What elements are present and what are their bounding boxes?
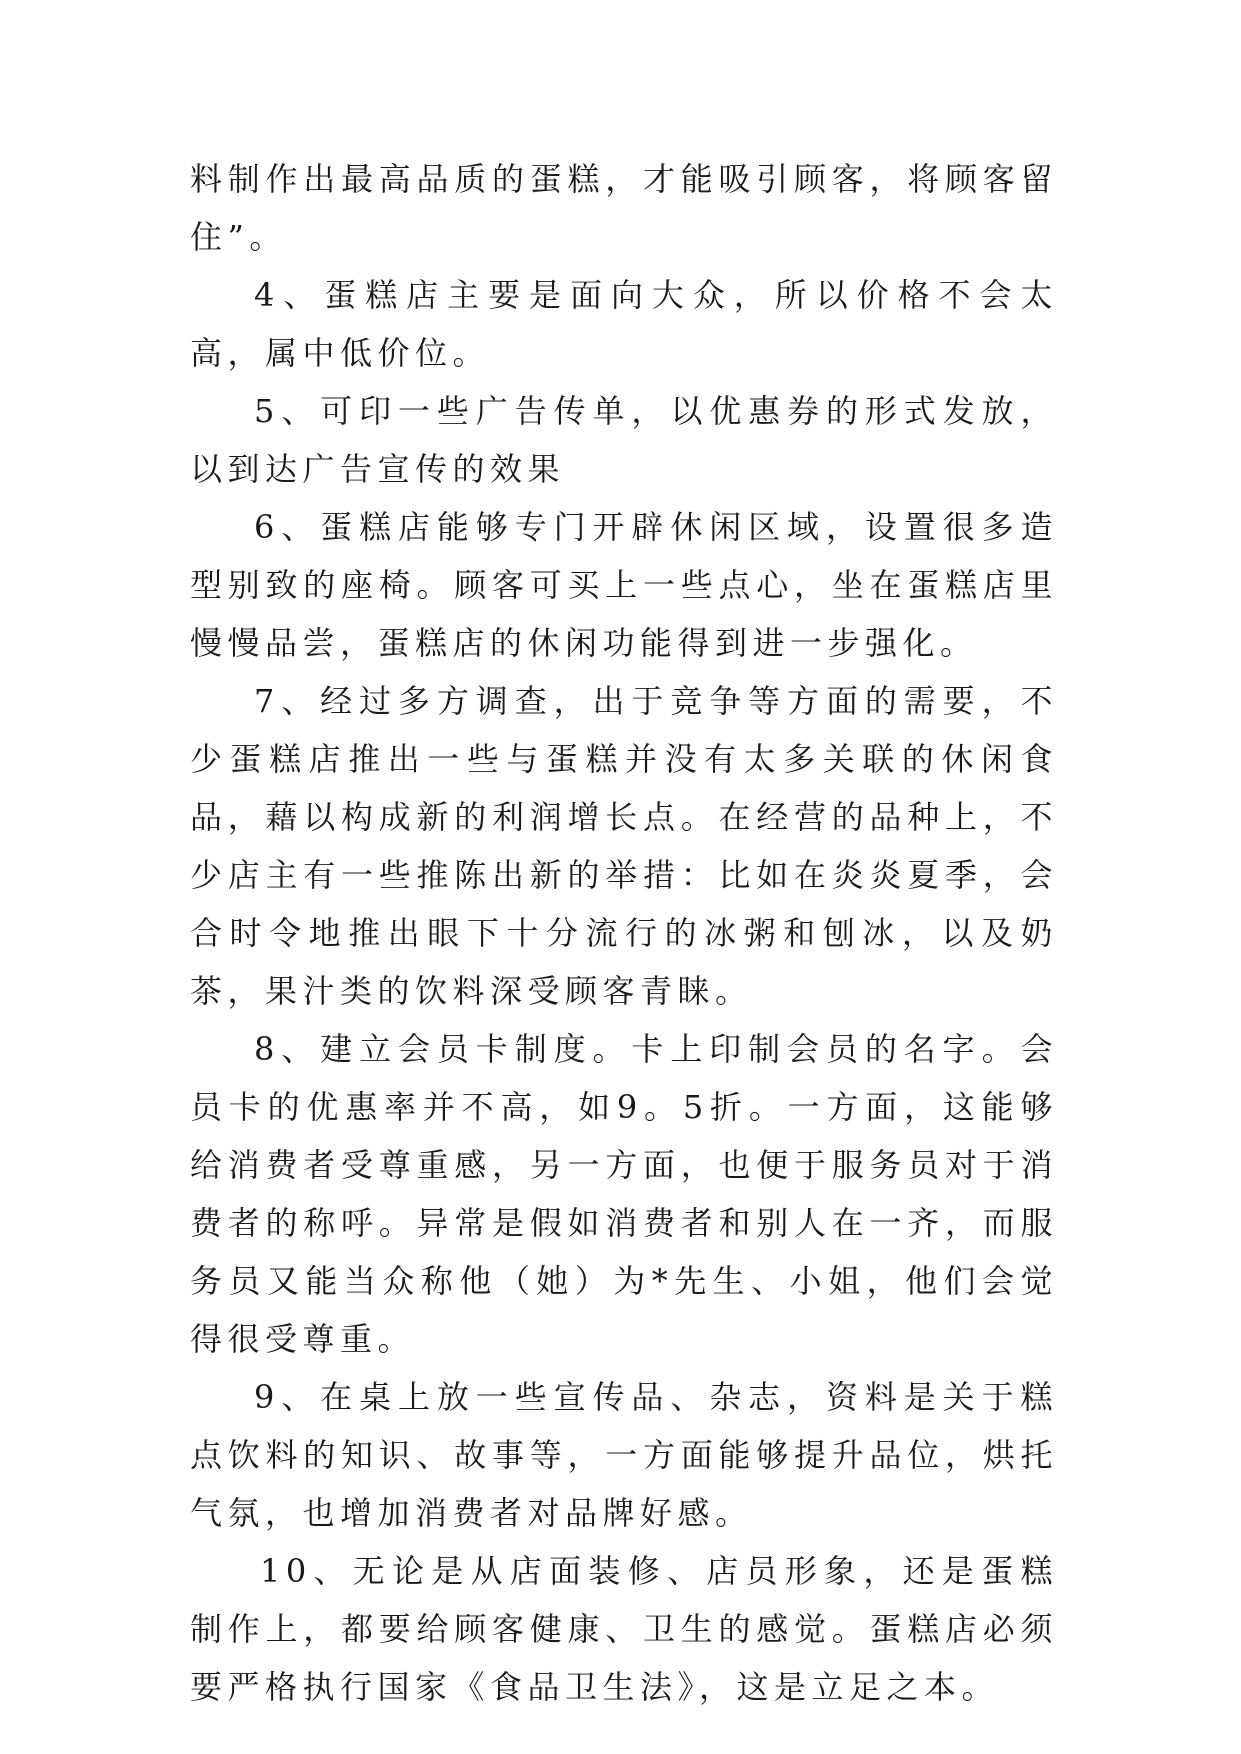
paragraph-item-4: 4、蛋糕店主要是面向大众，所以价格不会太高，属中低价位。 [190, 276, 1058, 372]
paragraph-item-10: 10、无论是从店面装修、店员形象，还是蛋糕制作上，都要给顾客健康、卫生的感觉。蛋糕店必须要严格执行国家《食品卫生法》，这是立足之本。 [190, 1552, 1058, 1706]
paragraph-item-6: 6、蛋糕店能够专门开辟休闲区域，设置很多造型别致的座椅。顾客可买上一些点心，坐在蛋糕店里慢慢品尝，蛋糕店的休闲功能得到进一步强化。 [190, 508, 1058, 662]
paragraph-item-7: 7、经过多方调查，出于竞争等方面的需要，不少蛋糕店推出一些与蛋糕并没有太多关联的休闲食品，藉以构成新的利润增长点。在经营的品种上，不少店主有一些推陈出新的举措：比如在炎炎夏季，会合时令地推出眼下十分流行的冰粥和刨冰，以及奶茶，果汁类的饮料深受顾客青睐。 [190, 682, 1058, 1010]
paragraph-item-8: 8、建立会员卡制度。卡上印制会员的名字。会员卡的优惠率并不高，如9。5折。一方面，这能够给消费者受尊重感，另一方面，也便于服务员对于消费者的称呼。异常是假如消费者和别人在一齐，而服务员又能当众称他（她）为*先生、小姐，他们会觉得很受尊重。 [190, 1030, 1058, 1358]
paragraph-item-5: 5、可印一些广告传单，以优惠券的形式发放，以到达广告宣传的效果 [190, 392, 1058, 488]
paragraph-item-9: 9、在桌上放一些宣传品、杂志，资料是关于糕点饮料的知识、故事等，一方面能够提升品位，烘托气氛，也增加消费者对品牌好感。 [190, 1378, 1058, 1532]
paragraph-continuation: 料制作出最高品质的蛋糕，才能吸引顾客，将顾客留住”。 [190, 160, 1058, 256]
document-body [190, 150, 1058, 1716]
